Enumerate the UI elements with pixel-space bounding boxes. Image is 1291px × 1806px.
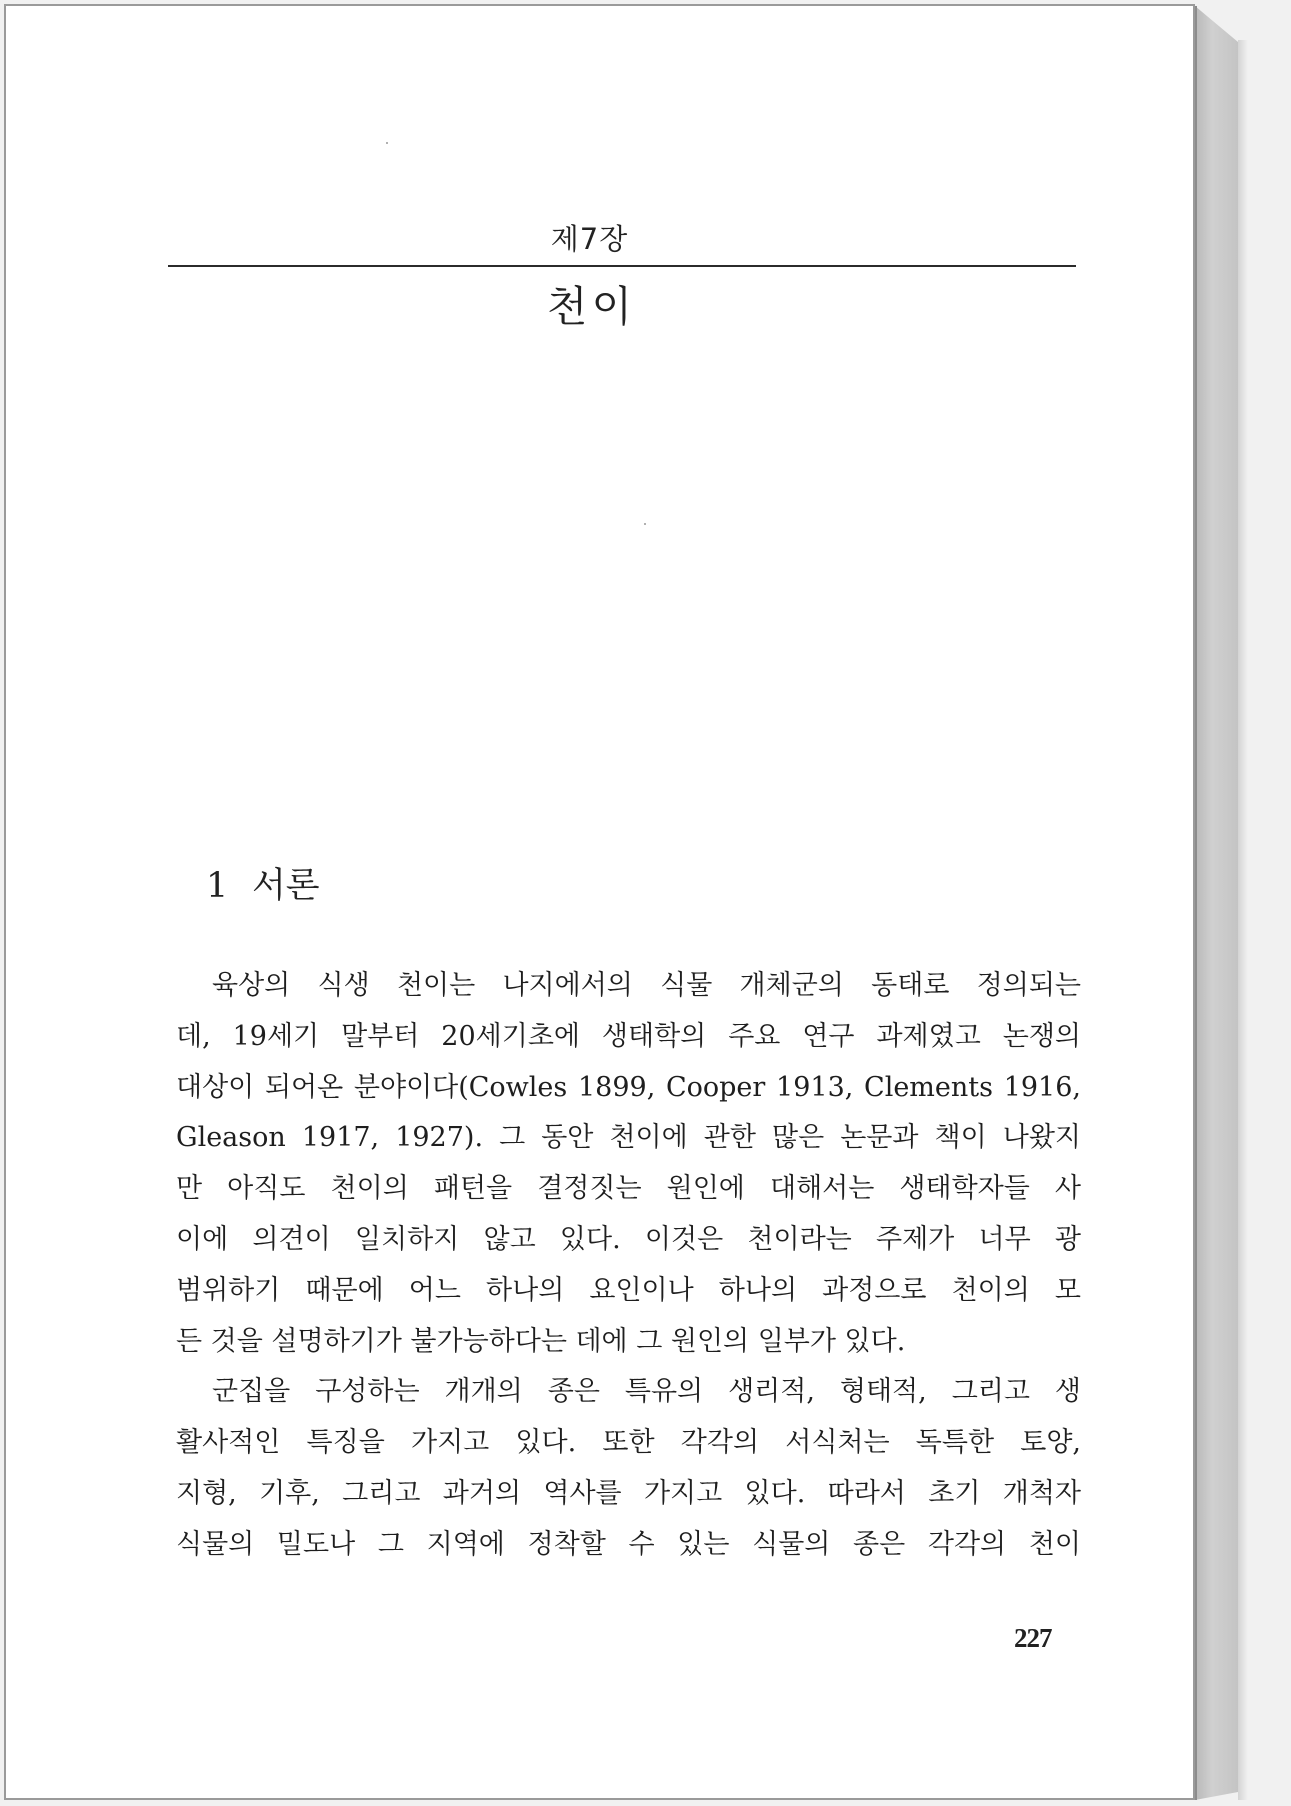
text-line: 식물의 밀도나 그 지역에 정착할 수 있는 식물의 종은 각각의 천이 [176, 1528, 1081, 1560]
chapter-label: 제7장 [550, 222, 629, 256]
text-line: 육상의 식생 천이는 나지에서의 식물 개체군의 동태로 정의되는 [212, 970, 1081, 1001]
scan-speck [644, 523, 646, 525]
book-page [4, 4, 1195, 1800]
book-shadow [1238, 40, 1248, 1800]
book-page-edge [1195, 6, 1238, 1800]
section-heading [206, 858, 320, 908]
page-number: 227 [1014, 1623, 1052, 1653]
section-title: 서론 [252, 866, 320, 906]
section-number: 1 [206, 866, 229, 906]
text-line: 군집을 구성하는 개개의 종은 특유의 생리적, 형태적, 그리고 생 [212, 1376, 1081, 1408]
paragraph [176, 961, 1081, 1367]
text-line: 지형, 기후, 그리고 과거의 역사를 가지고 있다. 따라서 초기 개척자 [176, 1477, 1081, 1509]
text-line: 범위하기 때문에 어느 하나의 요인이나 하나의 과정으로 천이의 모 [176, 1274, 1081, 1306]
chapter-rule [168, 265, 1076, 267]
text-line: 대상이 되어온 분야이다(Cowles 1899, Cooper 1913, Clements 1916, [176, 1071, 1081, 1103]
paragraph [176, 1367, 1081, 1570]
text-line: Gleason 1917, 1927). 그 동안 천이에 관한 많은 논문과 책이 나왔지 [176, 1122, 1081, 1154]
text-line: 활사적인 특징을 가지고 있다. 또한 각각의 서식처는 독특한 토양, [176, 1427, 1081, 1459]
book-spine-line [1195, 6, 1197, 1800]
scan-speck [386, 142, 388, 144]
text-line: 이에 의견이 일치하지 않고 있다. 이것은 천이라는 주제가 너무 광 [176, 1223, 1081, 1255]
text-line: 만 아직도 천이의 패턴을 결정짓는 원인에 대해서는 생태학자들 사 [176, 1173, 1081, 1205]
body-text [176, 961, 1081, 1571]
text-line: 든 것을 설명하기가 불가능하다는 데에 그 원인의 일부가 있다. [176, 1325, 906, 1357]
text-line: 데, 19세기 말부터 20세기초에 생태학의 주요 연구 과제였고 논쟁의 [176, 1020, 1081, 1052]
chapter-title: 천이 [546, 282, 637, 331]
